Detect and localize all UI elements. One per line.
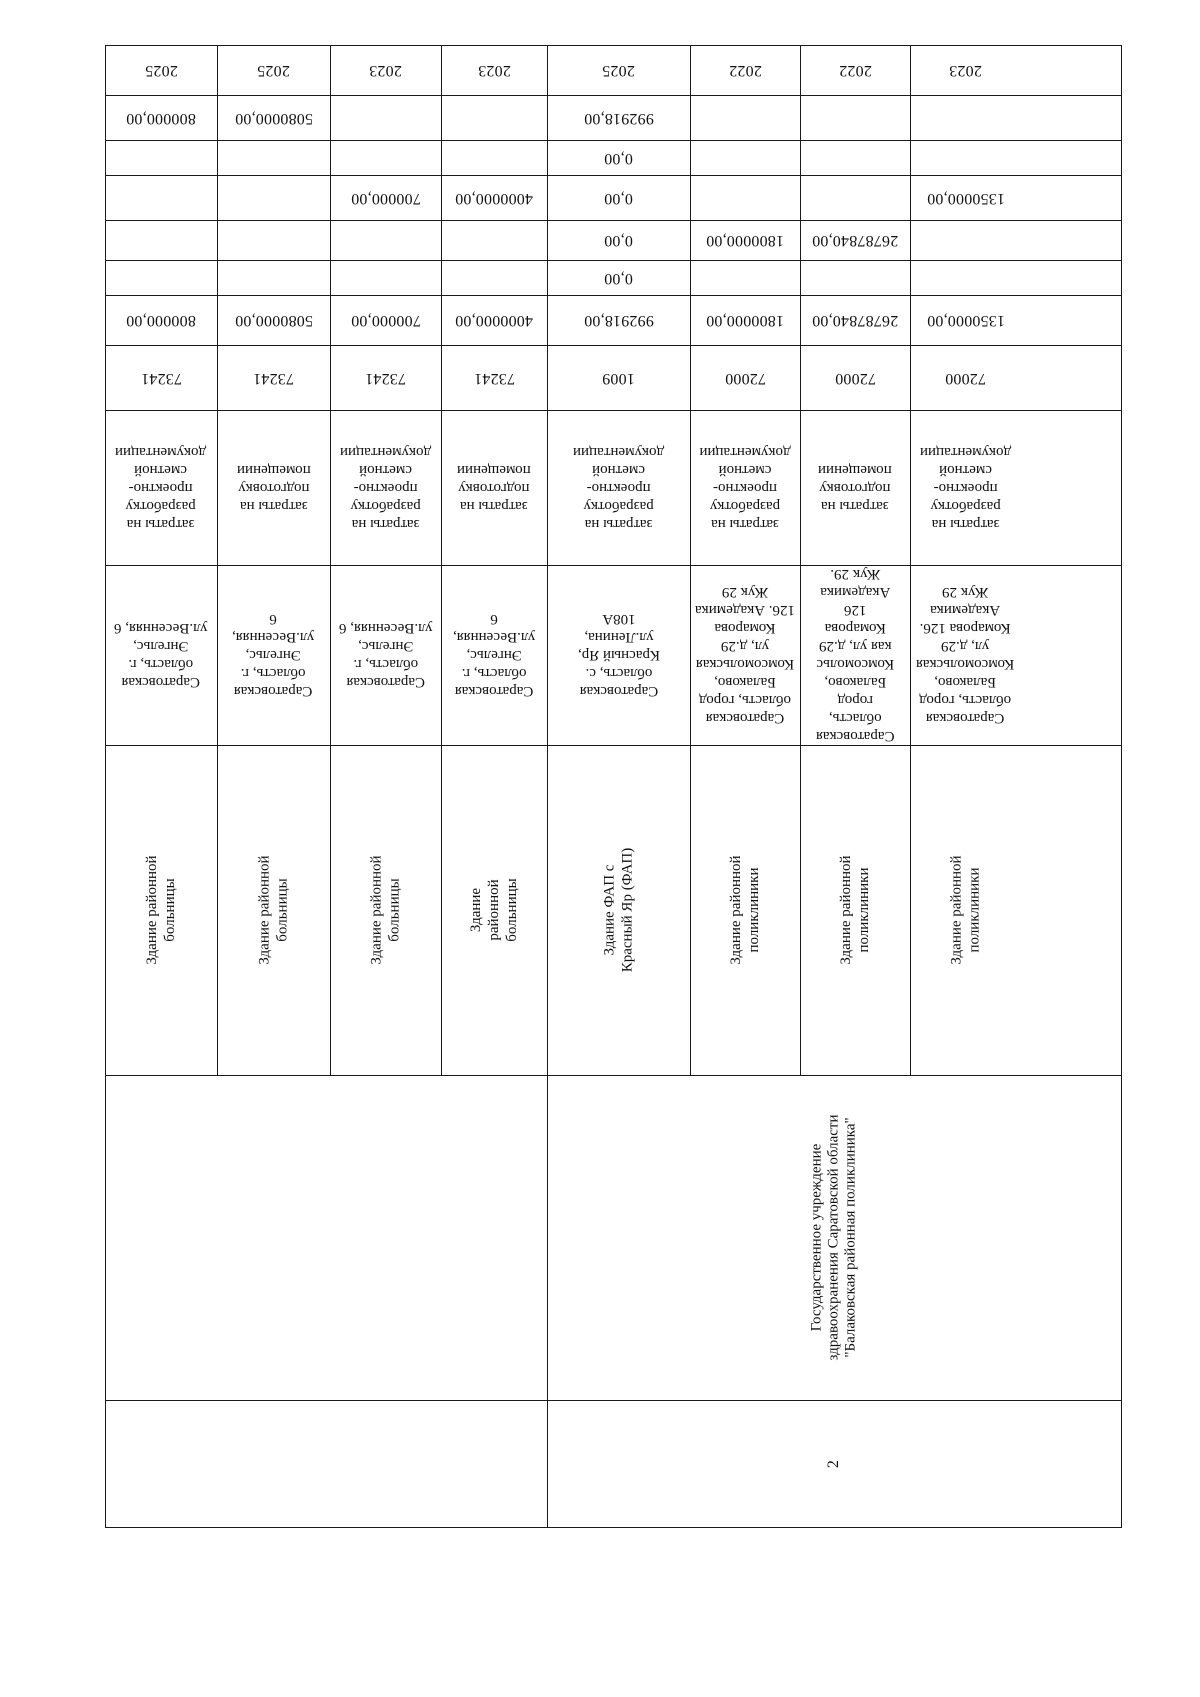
cell-value: 1800000,00	[706, 312, 784, 329]
cell-value: 700000,00	[350, 312, 421, 329]
cell-code	[217, 345, 330, 410]
cell-purpose	[910, 410, 1021, 565]
cell-value: 73241	[473, 369, 515, 387]
cell-code	[330, 345, 441, 410]
cell-value: 2022	[838, 62, 872, 79]
cell-value: 72000	[834, 369, 876, 387]
object-name: Здание районной поликлиники	[838, 855, 872, 965]
cell-text: затраты на разработку проектно- сметной документации	[339, 443, 432, 532]
cell-purpose	[800, 410, 910, 565]
page-number-cell	[547, 1400, 1121, 1527]
cell-col4	[217, 175, 330, 220]
cell-col5	[910, 140, 1021, 175]
cell-text: Саратовская область, г. Энгельс, ул.Весенняя, 6	[452, 611, 536, 699]
cell-col5	[330, 140, 441, 175]
cell-col5	[441, 140, 547, 175]
cell-col4	[441, 175, 547, 220]
cell-col6	[217, 95, 330, 140]
cell-value: 26787840,00	[811, 232, 899, 249]
cell-text: Саратовская область, город Балаково, Комсомольс кая ул, д.29 Комарова 126 Академика Жук 29.	[815, 566, 895, 744]
cell-value: 2023	[477, 62, 511, 79]
cell-value: 0,00	[604, 232, 633, 249]
cell-year	[441, 45, 547, 95]
cell-text: Саратовская область, г. Энгельс, ул.Весенняя, 6	[114, 620, 208, 690]
cell-object	[105, 745, 217, 1075]
cell-col6	[105, 95, 217, 140]
organization-name: Государственное учреждение здравоохранения Саратовской области "Балаковская районная поликлиника"	[808, 1114, 859, 1361]
cell-code	[441, 345, 547, 410]
cell-col5	[690, 140, 800, 175]
cell-value: 4000000,00	[455, 189, 533, 207]
cell-col5	[800, 140, 910, 175]
cell-text: затраты на подготовку помещении	[818, 461, 892, 514]
cell-col6	[330, 95, 441, 140]
cell-total	[690, 295, 800, 345]
cell-code	[690, 345, 800, 410]
cell-value: 0,00	[604, 149, 633, 167]
cell-value: 73241	[140, 369, 182, 387]
cell-purpose	[441, 410, 547, 565]
cell-col2	[800, 260, 910, 295]
cell-total	[217, 295, 330, 345]
cell-address	[547, 565, 690, 745]
cell-value: 2025	[144, 62, 178, 79]
cell-value: 2023	[369, 62, 402, 79]
cell-value: 72000	[724, 369, 766, 387]
cell-col6	[547, 95, 690, 140]
cell-col2	[105, 260, 217, 295]
cell-col3	[690, 220, 800, 260]
cell-year	[105, 45, 217, 95]
cell-year	[690, 45, 800, 95]
cell-value: 1350000,00	[926, 189, 1005, 207]
cell-year	[910, 45, 1021, 95]
cell-total	[547, 295, 690, 345]
cell-col3	[910, 220, 1021, 260]
cell-code	[800, 345, 910, 410]
cell-code	[105, 345, 217, 410]
cell-col4	[910, 175, 1021, 220]
table-rule-vertical	[1121, 45, 1122, 1528]
object-name: Здание ФАП с Красный Яр (ФАП)	[601, 847, 636, 973]
cell-col4	[800, 175, 910, 220]
object-name: Здание районной больницы	[256, 855, 291, 965]
cell-address	[105, 565, 217, 745]
cell-code	[547, 345, 690, 410]
organization-cell	[547, 1075, 1121, 1400]
object-name: Здание районной больницы	[468, 878, 520, 942]
cell-address	[441, 565, 547, 745]
cell-purpose	[547, 410, 690, 565]
cell-col2	[910, 260, 1021, 295]
object-name: Здание районной больницы	[144, 855, 178, 965]
document-table	[105, 45, 1121, 1577]
cell-value: 1009	[602, 369, 635, 387]
cell-purpose	[690, 410, 800, 565]
cell-col3	[105, 220, 217, 260]
cell-address	[910, 565, 1021, 745]
cell-value: 5080000,00	[234, 312, 313, 329]
cell-value: 72000	[945, 369, 986, 387]
cell-object	[910, 745, 1021, 1075]
cell-value: 5080000,00	[234, 109, 313, 127]
cell-total	[800, 295, 910, 345]
cell-total	[105, 295, 217, 345]
cell-value: 1350000,00	[926, 312, 1005, 329]
cell-text: Саратовская область, город Балаково, Комсомольская ул, д.29 Комарова 126. Академика Жук 29	[694, 584, 796, 726]
cell-col4	[690, 175, 800, 220]
cell-object	[217, 745, 330, 1075]
cell-col6	[690, 95, 800, 140]
cell-year	[547, 45, 690, 95]
cell-purpose	[217, 410, 330, 565]
cell-value: 800000,00	[126, 312, 196, 329]
object-name: Здание районной поликлиники	[948, 855, 983, 965]
cell-text: затраты на разработку проектно- сметной документации	[115, 443, 207, 532]
cell-value: 800000,00	[126, 109, 196, 127]
cell-text: Саратовская область, город Балаково, Комсомольская ул, д.29 Комарова 126. Академика Жук 29	[916, 584, 1015, 726]
cell-col2	[217, 260, 330, 295]
cell-text: Саратовская область, с. Красный Яр, ул.Ленина, 108А	[577, 611, 660, 699]
cell-value: 73241	[253, 369, 294, 387]
cell-value: 0,00	[604, 269, 633, 287]
cell-col4	[547, 175, 690, 220]
cell-text: Саратовская область, г. Энгельс, ул.Весенняя, 6	[338, 620, 433, 690]
cell-total	[441, 295, 547, 345]
cell-object	[690, 745, 800, 1075]
cell-col6	[441, 95, 547, 140]
cell-total	[910, 295, 1021, 345]
cell-purpose	[105, 410, 217, 565]
cell-object	[441, 745, 547, 1075]
cell-code	[910, 345, 1021, 410]
table-rule-horizontal	[105, 1527, 1121, 1528]
cell-col5	[217, 140, 330, 175]
cell-text: затраты на разработку проектно- сметной документации	[919, 443, 1012, 532]
cell-value: 2025	[602, 62, 635, 79]
cell-total	[330, 295, 441, 345]
cell-text: затраты на разработку проектно- сметной документации	[572, 443, 665, 532]
cell-text: Саратовская область, г. Энгельс, ул.Весенняя, 6	[232, 611, 315, 699]
cell-col3	[217, 220, 330, 260]
page-number: 2	[824, 1459, 842, 1468]
cell-value: 26787840,00	[811, 312, 899, 329]
cell-col6	[910, 95, 1021, 140]
cell-col5	[105, 140, 217, 175]
cell-address	[800, 565, 910, 745]
cell-value: 4000000,00	[455, 312, 533, 329]
cell-address	[217, 565, 330, 745]
cell-col2	[547, 260, 690, 295]
cell-value: 2025	[257, 62, 290, 79]
cell-text: затраты на подготовку помещении	[236, 461, 311, 514]
cell-object	[330, 745, 441, 1075]
cell-purpose	[330, 410, 441, 565]
cell-text: затраты на подготовку помещении	[457, 461, 531, 514]
cell-year	[330, 45, 441, 95]
cell-col4	[330, 175, 441, 220]
cell-col3	[547, 220, 690, 260]
cell-address	[330, 565, 441, 745]
cell-text: затраты на разработку проектно-сметной документации	[699, 443, 791, 532]
cell-object	[800, 745, 910, 1075]
cell-value: 0,00	[604, 189, 633, 207]
cell-value: 2023	[949, 62, 982, 79]
cell-value: 700000,00	[350, 189, 421, 207]
object-name: Здание районной больницы	[368, 855, 403, 965]
cell-col2	[330, 260, 441, 295]
cell-col4	[105, 175, 217, 220]
cell-col2	[441, 260, 547, 295]
object-name: Здание районной поликлиники	[728, 855, 762, 965]
cell-col2	[690, 260, 800, 295]
cell-year	[217, 45, 330, 95]
cell-address	[690, 565, 800, 745]
cell-value: 1800000,00	[706, 232, 784, 249]
cell-col3	[800, 220, 910, 260]
cell-value: 73241	[365, 369, 406, 387]
cell-value: 992918,00	[583, 312, 654, 329]
cell-col6	[800, 95, 910, 140]
cell-col3	[441, 220, 547, 260]
cell-year	[800, 45, 910, 95]
cell-object	[547, 745, 690, 1075]
cell-value: 992918,00	[583, 109, 654, 127]
cell-col3	[330, 220, 441, 260]
cell-col5	[547, 140, 690, 175]
cell-value: 2022	[728, 62, 762, 79]
